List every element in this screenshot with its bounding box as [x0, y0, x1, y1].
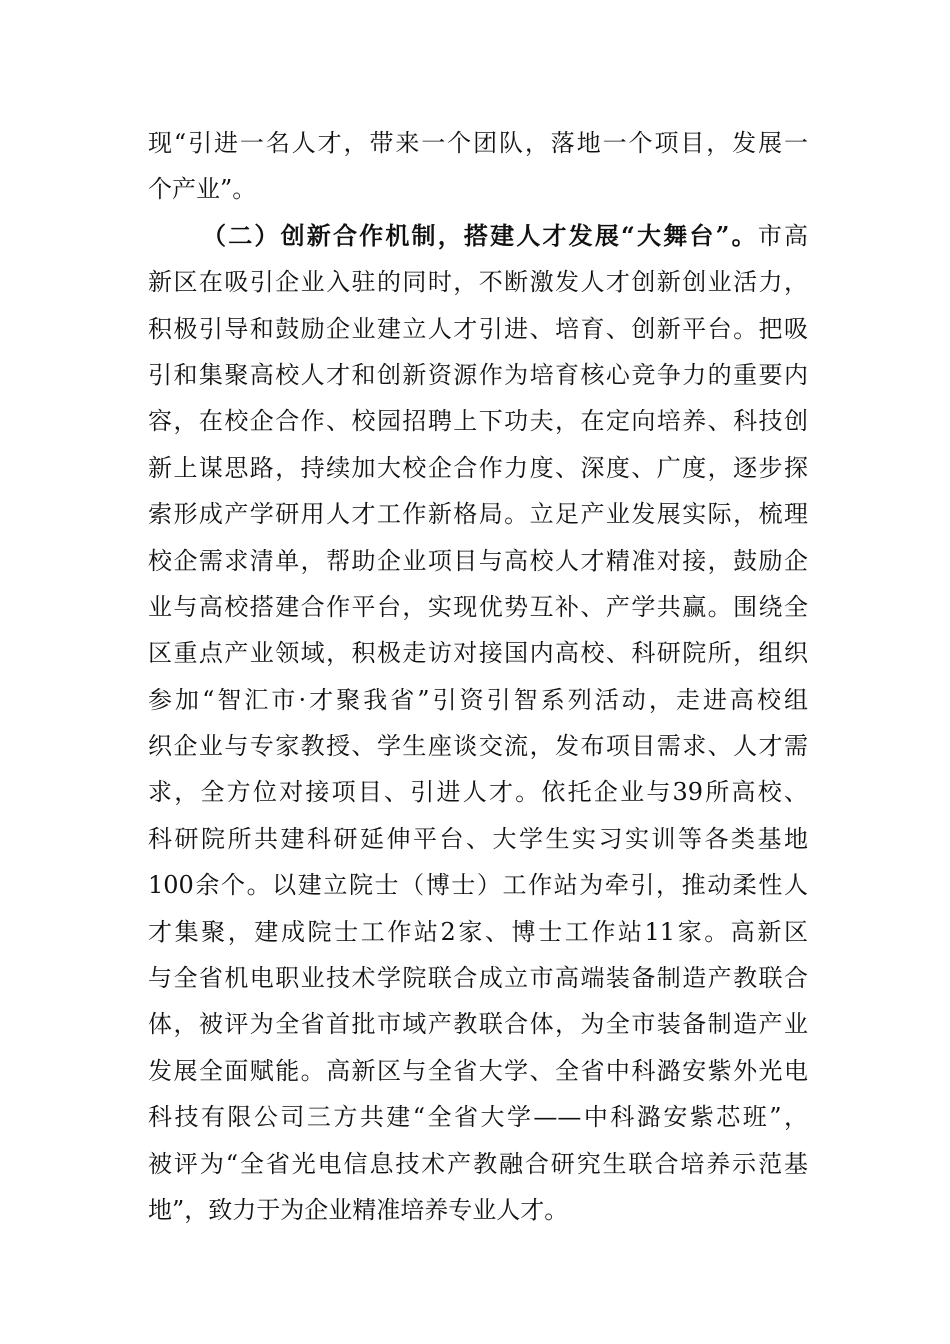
text-line: 校企需求清单，帮助企业项目与高校人才精准对接，鼓励企 — [148, 546, 808, 575]
text-line: 织企业与专家教授、学生座谈交流，发布项目需求、人才需 — [148, 732, 808, 761]
text-line: 科研院所共建科研延伸平台、大学生实习实训等各类基地 — [148, 824, 808, 853]
text-line: 科技有限公司三方共建“全省大学——中科潞安紫芯班”， — [148, 1103, 808, 1132]
text-line: 求，全方位对接项目、引进人才。依托企业与39所高校、 — [148, 778, 808, 807]
section-heading-line — [148, 213, 808, 259]
text-line: 个产业”。 — [148, 175, 257, 204]
text-line: 地”，致力于为企业精准培养专业人才。 — [148, 1195, 569, 1224]
section-heading-tail: 市高 — [757, 221, 809, 250]
body-text — [148, 120, 808, 1233]
text-line: 被评为“全省光电信息技术产教融合研究生联合培养示范基 — [148, 1149, 808, 1178]
text-line: 引和集聚高校人才和创新资源作为培育核心竞争力的重要内 — [148, 360, 808, 389]
section-heading: （二）创新合作机制，搭建人才发展“大舞台”。 — [202, 220, 758, 250]
text-line: 才集聚，建成院士工作站2家、博士工作站11家。高新区 — [148, 917, 808, 946]
text-line: 发展全面赋能。高新区与全省大学、全省中科潞安紫外光电 — [148, 1056, 808, 1085]
text-line: 参加“智汇市·才聚我省”引资引智系列活动，走进高校组 — [148, 685, 808, 714]
text-line: 100余个。以建立院士（博士）工作站为牵引，推动柔性人 — [148, 871, 808, 900]
text-line: 区重点产业领域，积极走访对接国内高校、科研院所，组织 — [148, 639, 808, 668]
text-line: 容，在校企合作、校园招聘上下功夫，在定向培养、科技创 — [148, 407, 808, 436]
text-line: 新区在吸引企业入驻的同时，不断激发人才创新创业活力， — [148, 268, 808, 297]
text-line: 积极引导和鼓励企业建立人才引进、培育、创新平台。把吸 — [148, 314, 808, 343]
text-line: 体，被评为全省首批市域产教联合体，为全市装备制造产业 — [148, 1010, 808, 1039]
text-line: 现“引进一名人才，带来一个团队，落地一个项目，发展一 — [148, 129, 808, 157]
text-line: 业与高校搭建合作平台，实现优势互补、产学共赢。围绕全 — [148, 592, 808, 621]
text-line: 新上谋思路，持续加大校企合作力度、深度、广度，逐步探 — [148, 453, 808, 482]
text-line: 索形成产学研用人才工作新格局。立足产业发展实际，梳理 — [148, 500, 808, 529]
text-line: 与全省机电职业技术学院联合成立市高端装备制造产教联合 — [148, 964, 808, 993]
